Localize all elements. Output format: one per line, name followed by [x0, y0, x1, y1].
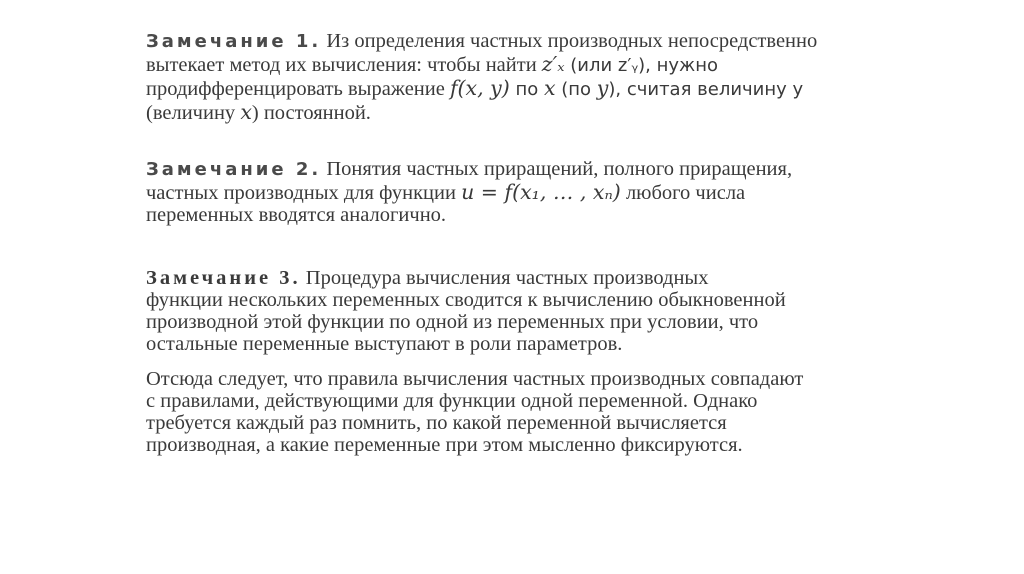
function-f-xy: f(x, y)	[449, 76, 510, 100]
conclusion-line-4: производная, а какие переменные при этом мысленно фиксируются.	[146, 434, 743, 456]
remark-1-paragraph	[146, 30, 996, 124]
remark-1-line-4	[146, 101, 996, 124]
conclusion-paragraph	[146, 368, 996, 456]
remark-1-line-4-text-a: (величину	[146, 102, 241, 124]
conclusion-line-3: требуется каждый раз помнить, по какой переменной вычисляется	[146, 412, 727, 434]
remark-2-line-2-text-a: частных производных для функции	[146, 182, 462, 204]
remark-1-line-1	[146, 30, 996, 53]
remark-2-line-1-text: Понятия частных приращений, полного приращения,	[321, 158, 793, 180]
remark-1-line-2-text-c: ), нужно	[638, 55, 719, 76]
remark-1-line-2-text-b: (или	[564, 55, 618, 76]
variable-x: x	[543, 76, 556, 100]
remark-2-line-2-text-b: любого числа	[620, 182, 746, 204]
conclusion-line-2: с правилами, действующими для функции одной переменной. Однако	[146, 390, 758, 412]
remark-2-line-3: переменных вводятся аналогично.	[146, 204, 447, 226]
variable-x-2: x	[240, 100, 252, 124]
remark-1-label: Замечание 1.	[146, 31, 322, 52]
conclusion-line-1: Отсюда следует, что правила вычисления частных производных совпадают	[146, 368, 804, 390]
function-u-formula: u = f(x₁, … , xₙ)	[461, 180, 621, 204]
remark-1-line-2	[146, 53, 996, 77]
remark-2-paragraph	[146, 158, 996, 226]
partial-derivative-zx: z′ₓ	[541, 52, 565, 76]
remark-1-line-4-text-b: ) постоянной.	[251, 102, 371, 124]
remark-2-line-1	[146, 158, 996, 181]
remark-1-line-1-text: Из определения частных производных непосредственно	[321, 30, 818, 52]
variable-y: y	[596, 76, 609, 100]
remark-3-line-1	[146, 267, 996, 289]
remark-1-line-3	[146, 77, 996, 101]
remark-1-line-3-text-d: ), считая величину y	[608, 79, 804, 100]
remark-3-paragraph	[146, 267, 996, 355]
remark-3-line-2: функции нескольких переменных сводится к вычислению обыкновенной	[146, 289, 786, 311]
remark-1-line-3-text-a: продифференцировать выражение	[146, 78, 450, 100]
remark-3-line-3: производной этой функции по одной из переменных при условии, что	[146, 311, 759, 333]
remark-2-line-2	[146, 181, 996, 204]
remark-3-label: Замечание 3.	[146, 267, 301, 289]
remark-3-line-4: остальные переменные выступают в роли параметров.	[146, 333, 623, 355]
partial-derivative-zy: z′ᵧ	[617, 55, 639, 76]
remark-1-line-3-text-c: (по	[555, 79, 597, 100]
remark-1-line-3-text-b: по	[509, 79, 544, 100]
remark-1-line-2-text-a: вытекает метод их вычисления: чтобы найти	[146, 54, 542, 76]
remark-2-label: Замечание 2.	[146, 159, 322, 180]
remark-3-line-1-text: Процедура вычисления частных производных	[300, 267, 709, 289]
